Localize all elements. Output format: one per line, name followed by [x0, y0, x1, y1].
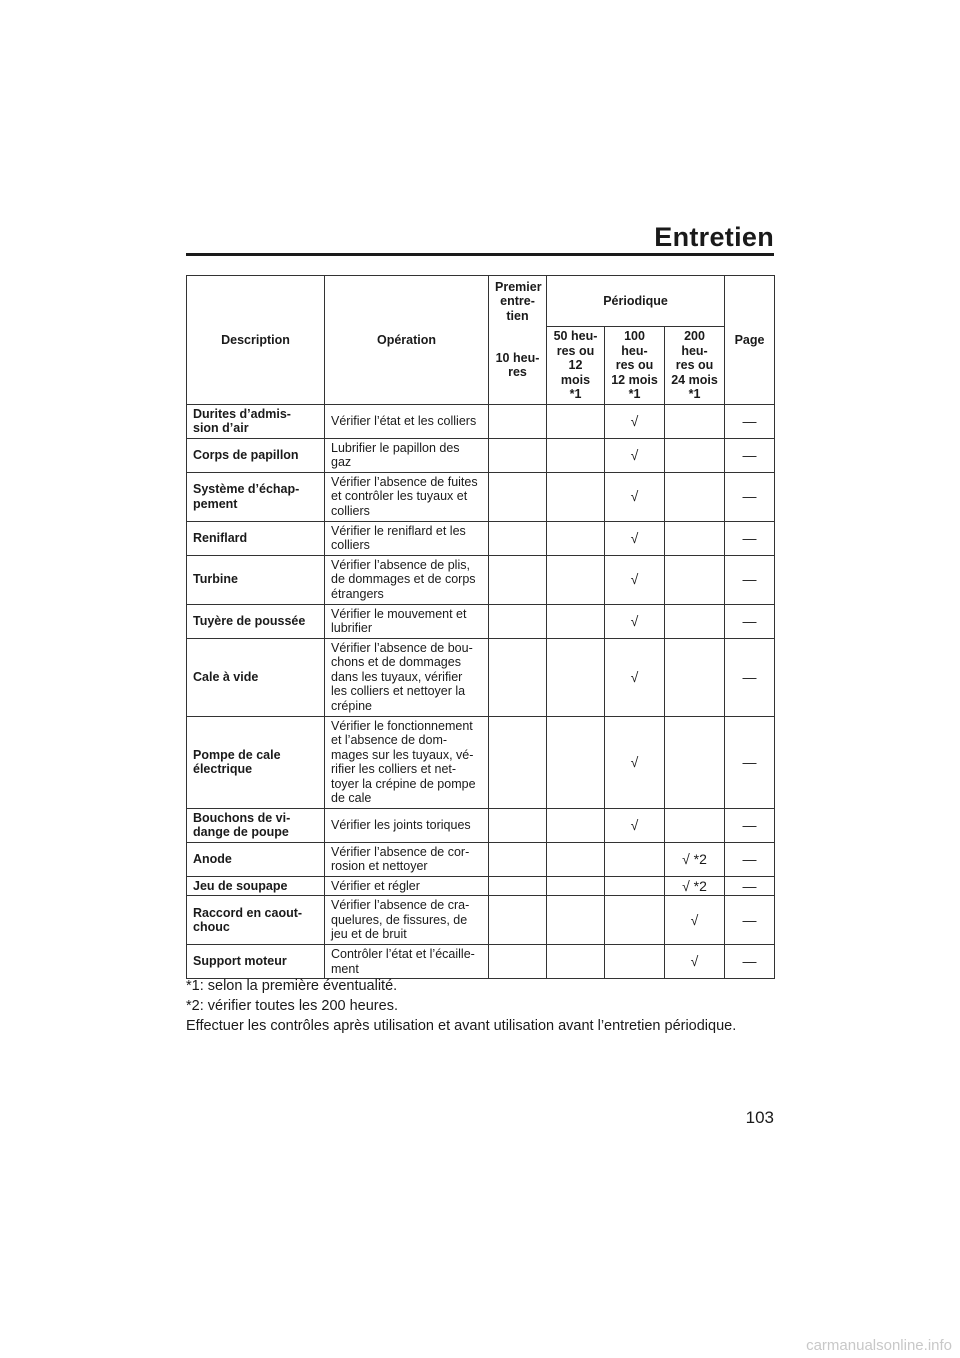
mark-100h: √	[605, 472, 665, 521]
mark-100h: √	[605, 555, 665, 604]
mark-50h	[547, 945, 605, 979]
mark-10h	[489, 896, 547, 945]
mark-50h	[547, 472, 605, 521]
header-100h: 100 heu- res ou 12 mois *1	[605, 327, 665, 405]
row-description: Anode	[187, 842, 325, 876]
table-row	[187, 842, 775, 876]
row-operation: Vérifier le mouvement et lubrifier	[325, 604, 489, 638]
header-first-service: Premier entre- tien	[489, 276, 547, 327]
row-description: Cale à vide	[187, 638, 325, 716]
row-operation: Vérifier l’état et les colliers	[325, 404, 489, 438]
mark-100h: √	[605, 638, 665, 716]
mark-50h	[547, 521, 605, 555]
row-description: Jeu de soupape	[187, 876, 325, 896]
row-operation: Vérifier les joints toriques	[325, 808, 489, 842]
mark-200h	[665, 808, 725, 842]
row-description: Pompe de cale électrique	[187, 716, 325, 808]
row-page: —	[725, 604, 775, 638]
mark-50h	[547, 555, 605, 604]
mark-200h	[665, 521, 725, 555]
row-page: —	[725, 808, 775, 842]
header-50h: 50 heu- res ou 12 mois *1	[547, 327, 605, 405]
table-row	[187, 876, 775, 896]
mark-50h	[547, 896, 605, 945]
footnote-3: Effectuer les contrôles après utilisation et avant utilisation avant l’entretien périodique.	[186, 1018, 737, 1034]
mark-200h	[665, 472, 725, 521]
row-description: Corps de papillon	[187, 438, 325, 472]
row-operation: Vérifier l’absence de cra- quelures, de fissures, de jeu et de bruit	[325, 896, 489, 945]
footnote-2: *2: vérifier toutes les 200 heures.	[186, 998, 398, 1014]
table-row	[187, 896, 775, 945]
table-row	[187, 604, 775, 638]
maintenance-table	[186, 275, 775, 979]
row-description: Bouchons de vi- dange de poupe	[187, 808, 325, 842]
row-operation: Vérifier l’absence de bou- chons et de dommages dans les tuyaux, vérifier les colliers et nettoyer la crépine	[325, 638, 489, 716]
mark-50h	[547, 638, 605, 716]
mark-200h	[665, 638, 725, 716]
row-operation: Vérifier et régler	[325, 876, 489, 896]
mark-10h	[489, 438, 547, 472]
row-operation: Vérifier l’absence de fuites et contrôler les tuyaux et colliers	[325, 472, 489, 521]
mark-50h	[547, 404, 605, 438]
table-row	[187, 716, 775, 808]
mark-100h: √	[605, 808, 665, 842]
mark-10h	[489, 876, 547, 896]
mark-10h	[489, 808, 547, 842]
mark-200h: √ *2	[665, 876, 725, 896]
mark-10h	[489, 945, 547, 979]
mark-10h	[489, 842, 547, 876]
mark-200h	[665, 404, 725, 438]
mark-200h: √	[665, 945, 725, 979]
mark-10h	[489, 472, 547, 521]
header-operation: Opération	[325, 276, 489, 405]
table-row	[187, 472, 775, 521]
row-operation: Lubrifier le papillon des gaz	[325, 438, 489, 472]
header-page: Page	[725, 276, 775, 405]
row-description: Raccord en caout- chouc	[187, 896, 325, 945]
mark-100h: √	[605, 604, 665, 638]
mark-10h	[489, 604, 547, 638]
row-page: —	[725, 472, 775, 521]
mark-50h	[547, 842, 605, 876]
table-row	[187, 438, 775, 472]
mark-200h	[665, 438, 725, 472]
mark-10h	[489, 638, 547, 716]
table-row	[187, 638, 775, 716]
mark-100h: √	[605, 438, 665, 472]
mark-100h: √	[605, 521, 665, 555]
table-row	[187, 555, 775, 604]
row-description: Support moteur	[187, 945, 325, 979]
mark-10h	[489, 521, 547, 555]
row-page: —	[725, 638, 775, 716]
row-page: —	[725, 404, 775, 438]
mark-50h	[547, 438, 605, 472]
mark-200h	[665, 555, 725, 604]
row-page: —	[725, 521, 775, 555]
row-operation: Vérifier l’absence de plis, de dommages et de corps étrangers	[325, 555, 489, 604]
header-periodic: Périodique	[547, 276, 725, 327]
row-page: —	[725, 896, 775, 945]
header-10h: 10 heu- res	[489, 327, 547, 405]
row-page: —	[725, 945, 775, 979]
table-row	[187, 808, 775, 842]
footnotes	[186, 976, 786, 1036]
row-description: Tuyère de poussée	[187, 604, 325, 638]
row-description: Durites d’admis- sion d’air	[187, 404, 325, 438]
mark-100h: √	[605, 716, 665, 808]
mark-100h	[605, 945, 665, 979]
row-page: —	[725, 876, 775, 896]
title-rule	[186, 253, 774, 256]
mark-200h	[665, 604, 725, 638]
watermark: carmanualsonline.info	[806, 1337, 952, 1354]
row-operation: Vérifier le fonctionnement et l’absence de dom- mages sur les tuyaux, vé- rifier les colliers et net- toyer la crépine de pompe de cale	[325, 716, 489, 808]
table-row	[187, 404, 775, 438]
row-description: Système d’échap- pement	[187, 472, 325, 521]
row-operation: Contrôler l’état et l’écaille- ment	[325, 945, 489, 979]
mark-50h	[547, 604, 605, 638]
mark-10h	[489, 404, 547, 438]
mark-50h	[547, 876, 605, 896]
row-page: —	[725, 716, 775, 808]
footnote-1: *1: selon la première éventualité.	[186, 978, 398, 994]
header-description: Description	[187, 276, 325, 405]
page-number: 103	[745, 1108, 774, 1127]
row-page: —	[725, 438, 775, 472]
row-operation: Vérifier l’absence de cor- rosion et nettoyer	[325, 842, 489, 876]
header-200h: 200 heu- res ou 24 mois *1	[665, 327, 725, 405]
row-page: —	[725, 842, 775, 876]
row-description: Turbine	[187, 555, 325, 604]
mark-100h	[605, 842, 665, 876]
row-page: —	[725, 555, 775, 604]
row-description: Reniflard	[187, 521, 325, 555]
mark-50h	[547, 716, 605, 808]
mark-50h	[547, 808, 605, 842]
mark-100h	[605, 876, 665, 896]
table-row	[187, 521, 775, 555]
mark-200h	[665, 716, 725, 808]
mark-100h	[605, 896, 665, 945]
page-title: Entretien	[654, 222, 774, 252]
mark-10h	[489, 555, 547, 604]
mark-200h: √	[665, 896, 725, 945]
mark-200h: √ *2	[665, 842, 725, 876]
mark-100h: √	[605, 404, 665, 438]
mark-10h	[489, 716, 547, 808]
table-row	[187, 945, 775, 979]
row-operation: Vérifier le reniflard et les colliers	[325, 521, 489, 555]
